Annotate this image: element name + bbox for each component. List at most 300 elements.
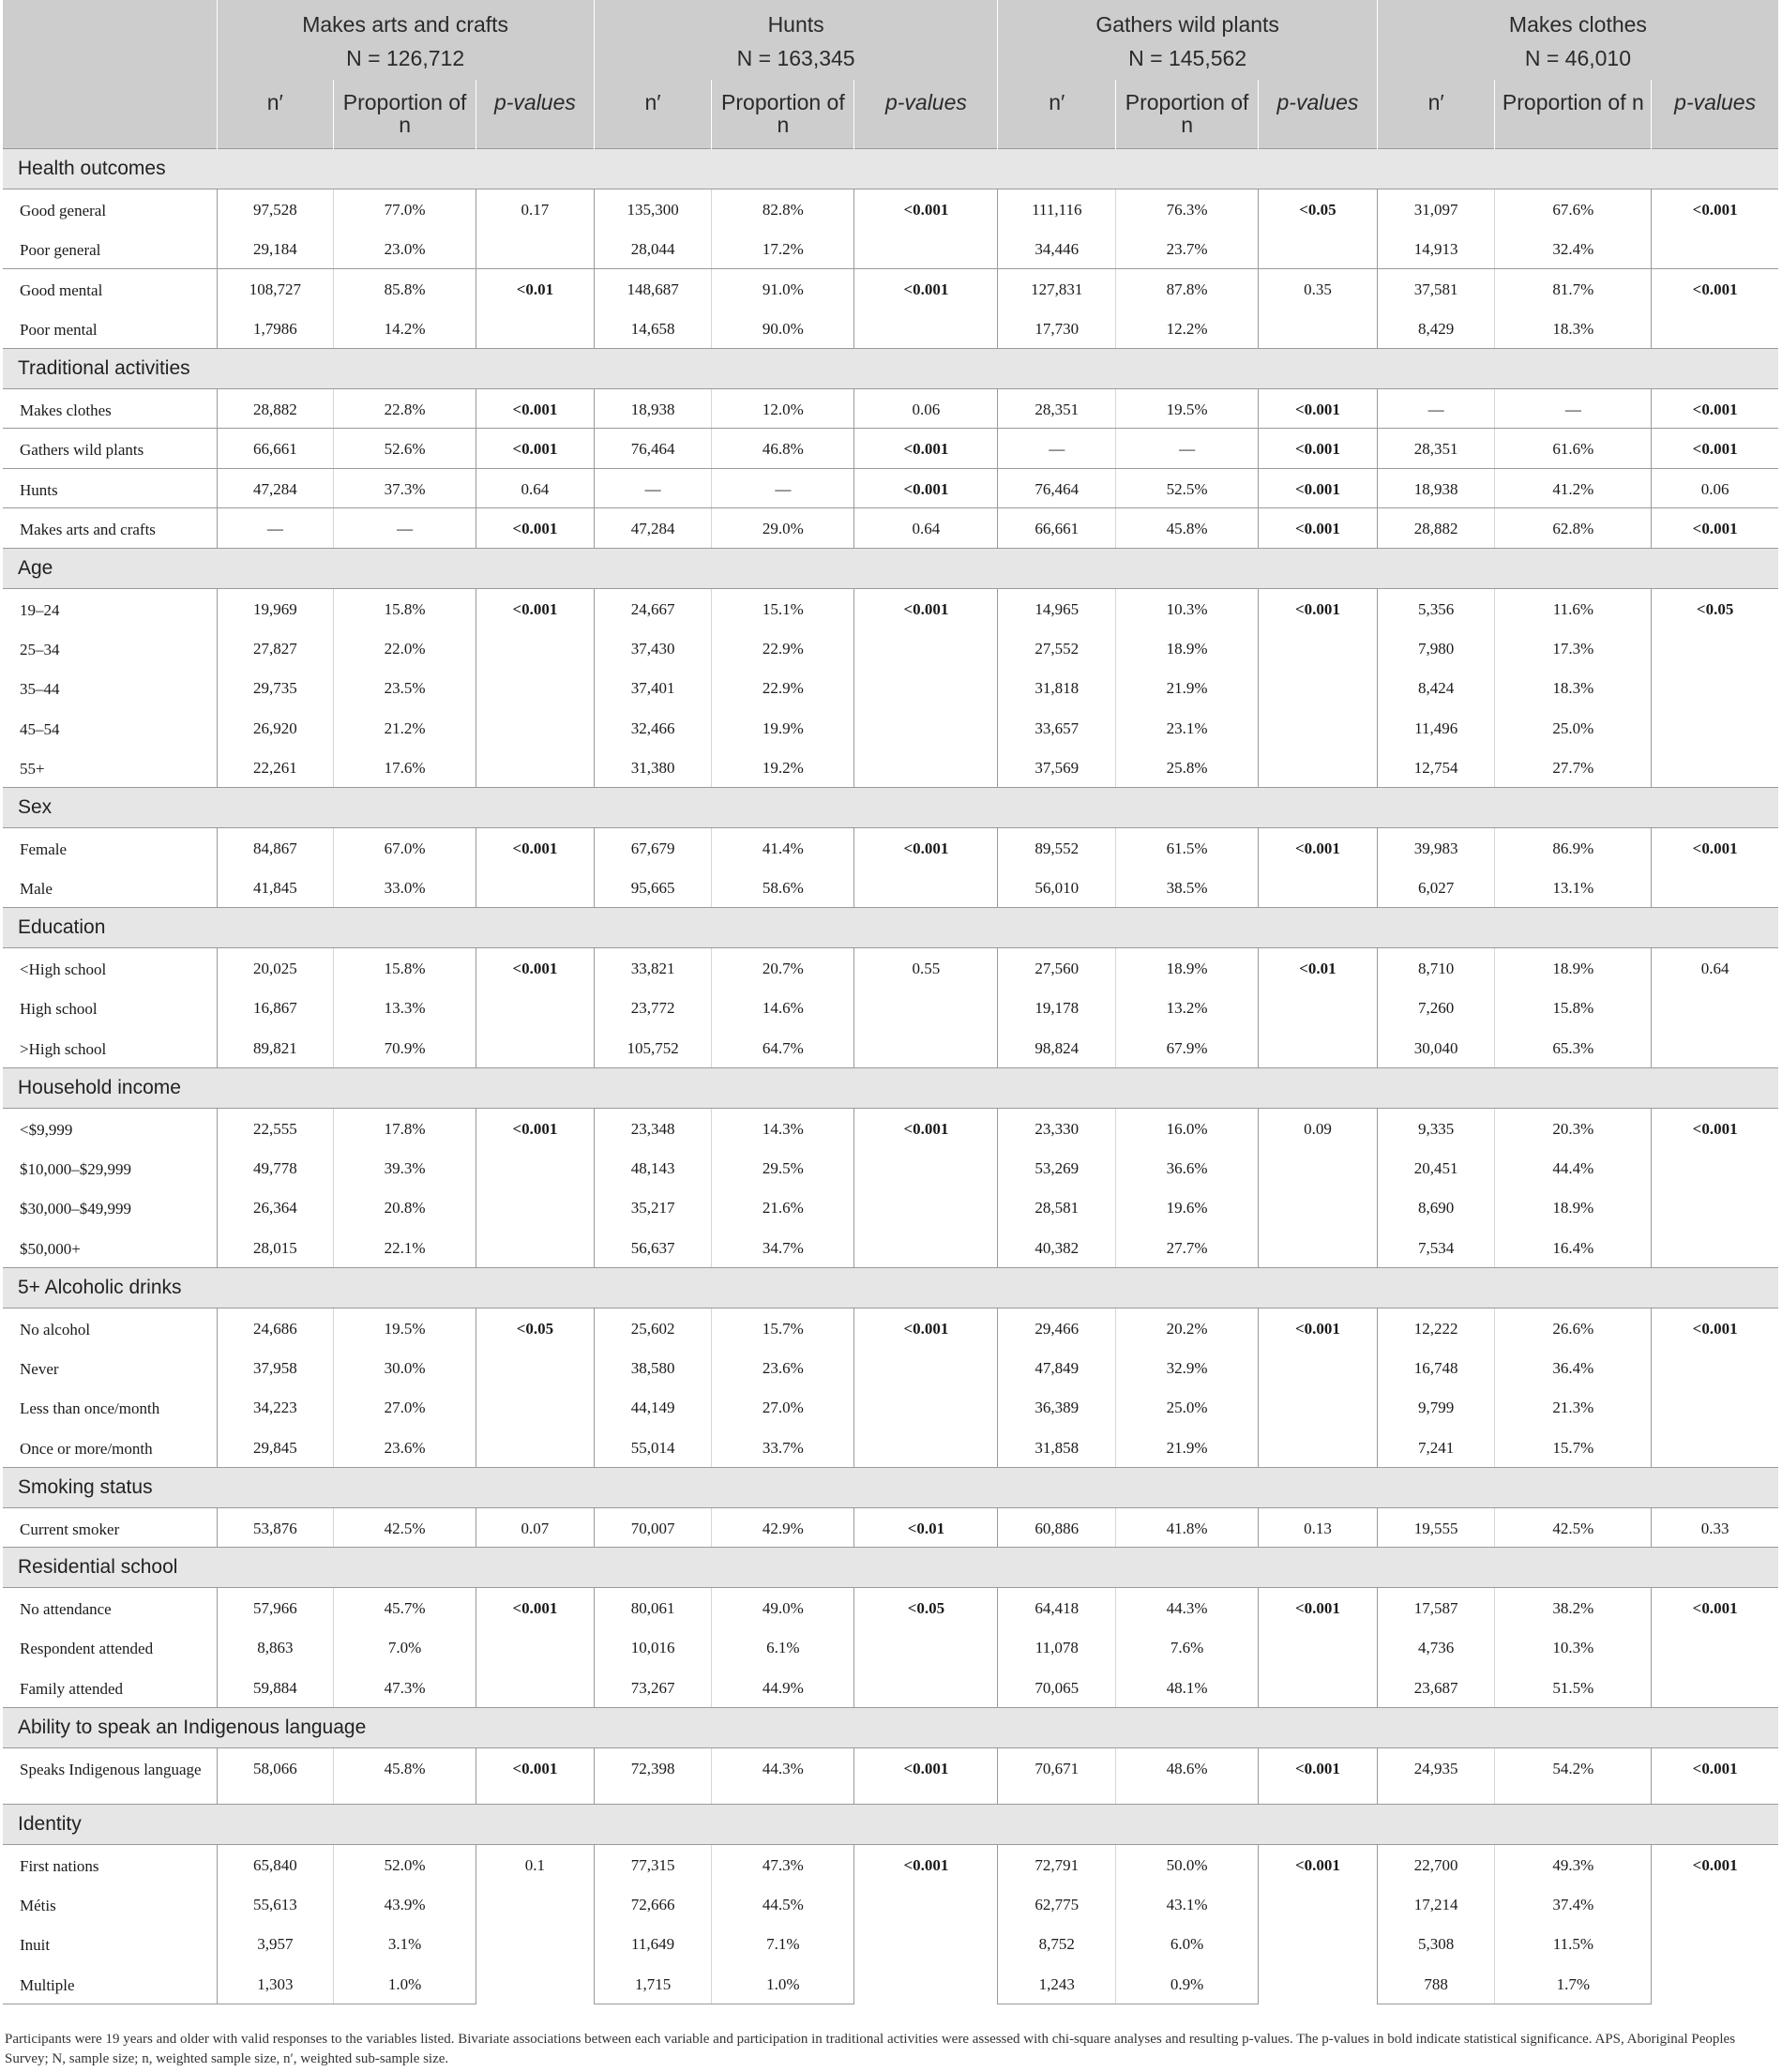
section-header: Residential school [3, 1548, 1778, 1588]
row-label: <High school [3, 948, 217, 989]
row-label: 45–54 [20, 719, 60, 738]
cell-n-prime: 22,555 [217, 1108, 334, 1148]
cell-p-value: <0.001 [476, 429, 595, 469]
cell-proportion: 14.2% [334, 309, 476, 349]
cell-proportion: — [1495, 388, 1652, 429]
cell-proportion: 52.6% [334, 429, 476, 469]
cell-proportion: 17.2% [712, 229, 854, 269]
cell-proportion: 58.6% [712, 868, 854, 908]
cell-n-prime: 22,700 [1377, 1844, 1495, 1884]
row-label: Good mental [3, 268, 217, 309]
header-group-clothes: Makes clothes [1377, 0, 1778, 40]
cell-proportion: 16.0% [1116, 1108, 1259, 1148]
row-label: Speaks Indigenous language [3, 1747, 217, 1804]
cell-n-prime: 26,920 [217, 708, 334, 749]
cell-n-prime: 27,827 [217, 628, 334, 669]
cell-proportion: 64.7% [712, 1028, 854, 1068]
cell-proportion: 67.9% [1116, 1028, 1259, 1068]
cell-n-prime: 4,736 [1377, 1627, 1495, 1668]
cell-p-value: <0.001 [1259, 468, 1378, 508]
cell-proportion: 22.9% [712, 628, 854, 669]
cell-n-prime: 55,613 [217, 1884, 334, 1925]
cell-n-prime: 76,464 [998, 468, 1116, 508]
cell-n-prime: 14,913 [1377, 229, 1495, 269]
subheader-n-prime: n′ [594, 80, 712, 148]
cell-p-value: <0.001 [476, 388, 595, 429]
cell-p-value: 0.06 [854, 388, 998, 429]
cell-p-value: <0.001 [1652, 828, 1778, 908]
cell-n-prime: 11,496 [1377, 708, 1495, 749]
header-corner [3, 0, 217, 40]
cell-p-value: <0.001 [1652, 268, 1778, 348]
subheader-p-values: p-values [1652, 80, 1778, 148]
table-row [3, 1747, 1778, 1804]
cell-p-value: <0.001 [476, 508, 595, 549]
row-label: Gathers wild plants [3, 429, 217, 469]
cell-proportion: 42.5% [1495, 1507, 1652, 1548]
cell-p-value: 0.09 [1259, 1108, 1378, 1267]
cell-n-prime: 70,671 [998, 1747, 1116, 1804]
cell-proportion: 49.0% [712, 1588, 854, 1628]
cell-proportion: 16.4% [1495, 1228, 1652, 1268]
cell-proportion: 76.3% [1116, 189, 1259, 229]
cell-p-value: <0.001 [854, 1308, 998, 1467]
subheader-proportion: Proportion of n [334, 80, 476, 148]
cell-proportion: 87.8% [1116, 268, 1259, 309]
cell-proportion: 15.1% [712, 588, 854, 628]
cell-proportion: 43.1% [1116, 1884, 1259, 1925]
cell-proportion: 18.3% [1495, 309, 1652, 349]
cell-n-prime: 20,451 [1377, 1148, 1495, 1188]
cell-proportion: 21.2% [334, 708, 476, 749]
cell-n-prime: 1,243 [998, 1964, 1116, 2004]
cell-n-prime: 66,661 [217, 429, 334, 469]
cell-n-prime: 1,7986 [217, 309, 334, 349]
cell-n-prime: 23,687 [1377, 1668, 1495, 1708]
cell-n-prime: 28,351 [998, 388, 1116, 429]
header-group-arts: Makes arts and crafts [217, 0, 594, 40]
cell-proportion: 70.9% [334, 1028, 476, 1068]
cell-n-prime: 7,534 [1377, 1228, 1495, 1268]
cell-n-prime: 58,066 [217, 1747, 334, 1804]
cell-n-prime: 19,178 [998, 988, 1116, 1028]
cell-proportion: 17.8% [334, 1108, 476, 1148]
table-row [3, 388, 1778, 429]
cell-proportion: 23.1% [1116, 708, 1259, 749]
cell-n-prime: 17,587 [1377, 1588, 1495, 1628]
row-label: Makes clothes [3, 388, 217, 429]
table-row [3, 508, 1778, 549]
cell-p-value: <0.001 [854, 1747, 998, 1804]
cell-proportion: 67.6% [1495, 189, 1652, 229]
cell-proportion: 21.6% [712, 1187, 854, 1228]
cell-proportion: 36.6% [1116, 1148, 1259, 1188]
cell-proportion: 19.6% [1116, 1187, 1259, 1228]
cell-n-prime: 26,364 [217, 1187, 334, 1228]
cell-proportion: 15.8% [334, 588, 476, 628]
cell-proportion: 11.5% [1495, 1924, 1652, 1964]
cell-proportion: 19.2% [712, 748, 854, 788]
subheader-n-prime: n′ [998, 80, 1116, 148]
cell-p-value: 0.07 [476, 1507, 595, 1548]
cell-p-value: <0.001 [476, 948, 595, 1068]
cell-proportion: 91.0% [712, 268, 854, 309]
row-label: Multiple [3, 1964, 217, 2004]
cell-n-prime: 24,935 [1377, 1747, 1495, 1804]
cell-n-prime: 37,958 [217, 1348, 334, 1388]
cell-n-prime: 28,015 [217, 1228, 334, 1268]
cell-proportion: 86.9% [1495, 828, 1652, 869]
row-label: Poor mental [3, 309, 217, 349]
cell-n-prime: 14,658 [594, 309, 712, 349]
cell-n-prime: 127,831 [998, 268, 1116, 309]
row-label: Respondent attended [20, 1640, 154, 1657]
cell-proportion: 13.1% [1495, 868, 1652, 908]
cell-n-prime: 7,241 [1377, 1428, 1495, 1468]
cell-proportion: 32.4% [1495, 229, 1652, 269]
section-header: Health outcomes [3, 148, 1778, 189]
row-label: 55+ [3, 748, 217, 788]
section-header: Sex [3, 788, 1778, 828]
row-label: Once or more/month [3, 1428, 217, 1468]
cell-n-prime: 25,602 [594, 1308, 712, 1348]
cell-proportion: 17.6% [334, 748, 476, 788]
cell-n-prime: 23,772 [594, 988, 712, 1028]
cell-n-prime: 34,446 [998, 229, 1116, 269]
cell-proportion: 14.3% [712, 1108, 854, 1148]
cell-n-prime: 56,637 [594, 1228, 712, 1268]
cell-n-prime: 28,882 [217, 388, 334, 429]
header-group-plants: Gathers wild plants [998, 0, 1377, 40]
subheader-p-values: p-values [854, 80, 998, 148]
table-row [3, 429, 1778, 469]
cell-n-prime: 29,184 [217, 229, 334, 269]
cell-p-value: <0.001 [1259, 429, 1378, 469]
cell-n-prime: 16,748 [1377, 1348, 1495, 1388]
cell-n-prime: — [594, 468, 712, 508]
cell-proportion: 42.5% [334, 1507, 476, 1548]
table-row [3, 189, 1778, 229]
cell-proportion: 44.3% [1116, 1588, 1259, 1628]
cell-proportion: 48.1% [1116, 1668, 1259, 1708]
row-label: Good general [3, 189, 217, 229]
table-row [3, 1308, 1778, 1348]
cell-proportion: 10.3% [1116, 588, 1259, 628]
cell-proportion: 15.7% [1495, 1428, 1652, 1468]
cell-proportion: 47.3% [712, 1844, 854, 1884]
cell-proportion: 25.0% [1116, 1387, 1259, 1428]
cell-n-prime: 16,867 [217, 988, 334, 1028]
row-label: Never [20, 1359, 59, 1378]
cell-p-value: <0.001 [854, 468, 998, 508]
row-label: First nations [3, 1844, 217, 1884]
cell-n-prime: 53,269 [998, 1148, 1116, 1188]
subheader-proportion: Proportion of n [1495, 80, 1652, 148]
cell-p-value: <0.001 [1259, 1588, 1378, 1708]
cell-n-prime: 89,821 [217, 1028, 334, 1068]
cell-proportion: 65.3% [1495, 1028, 1652, 1068]
cell-n-prime: 23,330 [998, 1108, 1116, 1148]
cell-n-prime: 11,649 [594, 1924, 712, 1964]
cell-n-prime: — [998, 429, 1116, 469]
cell-p-value: <0.01 [476, 268, 595, 348]
cell-n-prime: 70,065 [998, 1668, 1116, 1708]
cell-n-prime: 19,969 [217, 588, 334, 628]
cell-proportion: 15.8% [334, 948, 476, 989]
row-label: High school [20, 1000, 98, 1018]
cell-proportion: 43.9% [334, 1884, 476, 1925]
section-header: Identity [3, 1804, 1778, 1844]
cell-proportion: 82.8% [712, 189, 854, 229]
cell-n-prime: 18,938 [1377, 468, 1495, 508]
cell-proportion: 45.7% [334, 1588, 476, 1628]
cell-proportion: 22.9% [712, 668, 854, 708]
cell-proportion: 17.3% [1495, 628, 1652, 669]
cell-n-prime: 8,752 [998, 1924, 1116, 1964]
cell-proportion: 1.0% [334, 1964, 476, 2004]
cell-proportion: 34.7% [712, 1228, 854, 1268]
cell-proportion: 30.0% [334, 1348, 476, 1388]
row-label: Current smoker [3, 1507, 217, 1548]
cell-p-value: 0.64 [1652, 948, 1778, 1068]
cell-proportion: 45.8% [1116, 508, 1259, 549]
cell-n-prime: 8,424 [1377, 668, 1495, 708]
cell-n-prime: 5,356 [1377, 588, 1495, 628]
cell-proportion: 20.8% [334, 1187, 476, 1228]
cell-proportion: 23.7% [1116, 229, 1259, 269]
cell-p-value: 0.64 [854, 508, 998, 549]
cell-proportion: 29.0% [712, 508, 854, 549]
cell-n-prime: 47,284 [594, 508, 712, 549]
cell-p-value: <0.001 [854, 1844, 998, 2004]
cell-n-prime: 89,552 [998, 828, 1116, 869]
cell-n-prime: 17,730 [998, 309, 1116, 349]
cell-n-prime: 31,818 [998, 668, 1116, 708]
table-container [3, 0, 1778, 2004]
subheader-p-values: p-values [476, 80, 595, 148]
cell-proportion: 61.5% [1116, 828, 1259, 869]
cell-proportion: 27.7% [1116, 1228, 1259, 1268]
subheader-p-values: p-values [1259, 80, 1378, 148]
cell-n-prime: 28,581 [998, 1187, 1116, 1228]
cell-n-prime: 28,044 [594, 229, 712, 269]
cell-proportion: 0.9% [1116, 1964, 1259, 2004]
cell-n-prime: 31,380 [594, 748, 712, 788]
cell-proportion: 27.0% [334, 1387, 476, 1428]
table-row [3, 1507, 1778, 1548]
subheader-n-prime: n′ [1377, 80, 1495, 148]
cell-n-prime: 8,710 [1377, 948, 1495, 989]
cell-proportion: 37.3% [334, 468, 476, 508]
cell-n-prime: 48,143 [594, 1148, 712, 1188]
cell-p-value: <0.001 [1259, 1747, 1378, 1804]
cell-proportion: 6.0% [1116, 1924, 1259, 1964]
cell-n-prime: 24,686 [217, 1308, 334, 1348]
cell-n-prime: 32,466 [594, 708, 712, 749]
cell-p-value: <0.001 [476, 828, 595, 908]
cell-proportion: 45.8% [334, 1747, 476, 1804]
section-header: 5+ Alcoholic drinks [3, 1267, 1778, 1308]
cell-proportion: 36.4% [1495, 1348, 1652, 1388]
cell-p-value: <0.001 [476, 1588, 595, 1708]
cell-n-prime: 40,382 [998, 1228, 1116, 1268]
cell-n-prime: 80,061 [594, 1588, 712, 1628]
cell-p-value: <0.05 [1259, 189, 1378, 268]
cell-proportion: 81.7% [1495, 268, 1652, 309]
cell-n-prime: — [217, 508, 334, 549]
cell-n-prime: 66,661 [998, 508, 1116, 549]
table-row [3, 1844, 1778, 1884]
cell-proportion: 29.5% [712, 1148, 854, 1188]
cell-n-prime: 8,429 [1377, 309, 1495, 349]
row-label: No alcohol [3, 1308, 217, 1348]
cell-n-prime: 148,687 [594, 268, 712, 309]
cell-p-value: <0.001 [1259, 828, 1378, 908]
cell-n-prime: 10,016 [594, 1627, 712, 1668]
cell-n-prime: 37,581 [1377, 268, 1495, 309]
cell-proportion: 33.7% [712, 1428, 854, 1468]
cell-n-prime: 84,867 [217, 828, 334, 869]
table-footnote: Participants were 19 years and older with valid responses to the variables listed. Bivariate associations between each variable and participation in traditional activities were assessed with chi-square analyses and resulting p-values. The p-values in bold indicate statistical significance. APS, Aboriginal Peoples Survey; N, sample size; n, weighted sample size, n′, weighted sub-sample size. [5, 2032, 1736, 2066]
cell-n-prime: 62,775 [998, 1884, 1116, 1925]
cell-n-prime: 77,315 [594, 1844, 712, 1884]
section-header: Traditional activities [3, 348, 1778, 388]
cell-proportion: 21.3% [1495, 1387, 1652, 1428]
cell-n-prime: 28,882 [1377, 508, 1495, 549]
cell-proportion: 11.6% [1495, 588, 1652, 628]
cell-n-prime: 35,217 [594, 1187, 712, 1228]
cell-p-value: <0.001 [476, 1747, 595, 1804]
cell-proportion: 25.8% [1116, 748, 1259, 788]
cell-n-prime: 56,010 [998, 868, 1116, 908]
cell-n-prime: 49,778 [217, 1148, 334, 1188]
section-header: Education [3, 908, 1778, 948]
cell-n-prime: 55,014 [594, 1428, 712, 1468]
table-row [3, 468, 1778, 508]
row-label: Less than once/month [20, 1399, 160, 1417]
cell-proportion: 1.0% [712, 1964, 854, 2004]
cell-n-prime: 20,025 [217, 948, 334, 989]
cell-proportion: 33.0% [334, 868, 476, 908]
cell-proportion: 44.9% [712, 1668, 854, 1708]
cell-proportion: 54.2% [1495, 1747, 1652, 1804]
data-table [3, 0, 1778, 2004]
cell-n-prime: 31,097 [1377, 189, 1495, 229]
cell-n-prime: 64,418 [998, 1588, 1116, 1628]
cell-n-prime: 24,667 [594, 588, 712, 628]
cell-n-prime: 72,398 [594, 1747, 712, 1804]
cell-n-prime: 33,821 [594, 948, 712, 989]
subheader-n-prime: n′ [217, 80, 334, 148]
header-n-hunts: N = 163,345 [594, 40, 998, 80]
cell-n-prime: 39,983 [1377, 828, 1495, 869]
cell-n-prime: 37,401 [594, 668, 712, 708]
cell-n-prime: 67,679 [594, 828, 712, 869]
header-n-plants: N = 145,562 [998, 40, 1377, 80]
cell-n-prime: 111,116 [998, 189, 1116, 229]
cell-proportion: 39.3% [334, 1148, 476, 1188]
cell-n-prime: 97,528 [217, 189, 334, 229]
cell-proportion: 19.5% [334, 1308, 476, 1348]
cell-proportion: 7.6% [1116, 1627, 1259, 1668]
cell-proportion: 13.3% [334, 988, 476, 1028]
cell-proportion: 44.4% [1495, 1148, 1652, 1188]
cell-p-value: 0.1 [476, 1844, 595, 2004]
row-label: Male [3, 868, 217, 908]
cell-n-prime: 5,308 [1377, 1924, 1495, 1964]
cell-n-prime: 9,799 [1377, 1387, 1495, 1428]
cell-n-prime: 70,007 [594, 1507, 712, 1548]
cell-proportion: 10.3% [1495, 1627, 1652, 1668]
cell-proportion: 26.6% [1495, 1308, 1652, 1348]
cell-p-value: <0.05 [854, 1588, 998, 1708]
cell-proportion: 20.2% [1116, 1308, 1259, 1348]
cell-n-prime: 37,430 [594, 628, 712, 669]
table-body [3, 148, 1778, 2004]
cell-proportion: 21.9% [1116, 668, 1259, 708]
cell-proportion: 21.9% [1116, 1428, 1259, 1468]
cell-p-value: <0.001 [1652, 1588, 1778, 1708]
cell-n-prime: 33,657 [998, 708, 1116, 749]
section-header: Ability to speak an Indigenous language [3, 1707, 1778, 1747]
cell-proportion: 15.8% [1495, 988, 1652, 1028]
cell-n-prime: 29,845 [217, 1428, 334, 1468]
cell-proportion: 62.8% [1495, 508, 1652, 549]
table-row [3, 1588, 1778, 1628]
cell-proportion: 48.6% [1116, 1747, 1259, 1804]
cell-n-prime: 27,560 [998, 948, 1116, 989]
cell-p-value: <0.001 [476, 588, 595, 788]
header-corner [3, 40, 217, 80]
table-row [3, 588, 1778, 628]
cell-p-value: 0.13 [1259, 1507, 1378, 1548]
cell-n-prime: 788 [1377, 1964, 1495, 2004]
cell-proportion: 13.2% [1116, 988, 1259, 1028]
cell-proportion: 6.1% [712, 1627, 854, 1668]
row-label: 19–24 [3, 588, 217, 628]
cell-p-value: <0.001 [854, 268, 998, 348]
cell-n-prime: 38,580 [594, 1348, 712, 1388]
cell-p-value: <0.001 [1652, 508, 1778, 549]
row-label: 25–34 [20, 640, 60, 658]
cell-proportion: 23.6% [334, 1428, 476, 1468]
cell-n-prime: 65,840 [217, 1844, 334, 1884]
cell-proportion: 37.4% [1495, 1884, 1652, 1925]
section-header: Household income [3, 1067, 1778, 1108]
row-label: Métis [20, 1896, 56, 1914]
row-label: Inuit [20, 1936, 51, 1954]
cell-n-prime: 57,966 [217, 1588, 334, 1628]
cell-proportion: 46.8% [712, 429, 854, 469]
cell-n-prime: 8,863 [217, 1627, 334, 1668]
cell-n-prime: 1,303 [217, 1964, 334, 2004]
cell-n-prime: 12,222 [1377, 1308, 1495, 1348]
header-corner [3, 80, 217, 148]
cell-proportion: 15.7% [712, 1308, 854, 1348]
cell-p-value: <0.001 [1259, 588, 1378, 788]
cell-p-value: <0.01 [854, 1507, 998, 1548]
row-label: Makes arts and crafts [3, 508, 217, 549]
cell-p-value: 0.35 [1259, 268, 1378, 348]
table-header [3, 0, 1778, 148]
cell-n-prime: 22,261 [217, 748, 334, 788]
cell-n-prime: 34,223 [217, 1387, 334, 1428]
cell-p-value: 0.55 [854, 948, 998, 1068]
cell-n-prime: 17,214 [1377, 1884, 1495, 1925]
cell-proportion: 3.1% [334, 1924, 476, 1964]
cell-n-prime: 7,980 [1377, 628, 1495, 669]
cell-proportion: 47.3% [334, 1668, 476, 1708]
